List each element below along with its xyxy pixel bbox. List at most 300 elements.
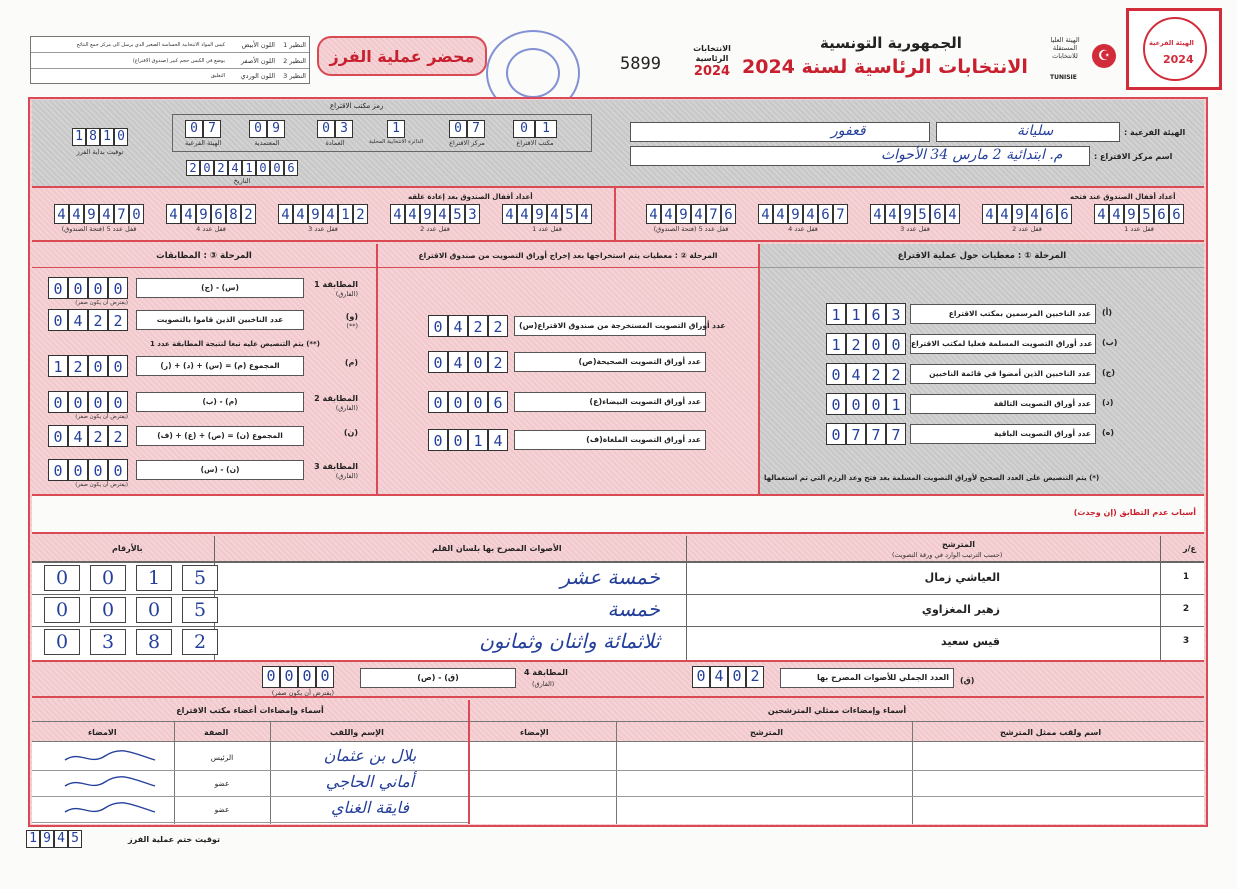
stage3-digits	[48, 459, 128, 488]
digit: 7	[706, 204, 721, 224]
digit: 4	[323, 204, 338, 224]
digit: 0	[846, 393, 866, 415]
date-label: التاريخ	[233, 177, 251, 185]
digit: 4	[982, 204, 997, 224]
digit-box	[278, 204, 368, 224]
digit: 6	[818, 204, 833, 224]
code-delegation: 0 9 المعتمدية	[249, 120, 285, 147]
stage2-label-box	[514, 352, 706, 372]
digit: 4	[181, 204, 196, 224]
stage3-sub: (**)	[346, 322, 358, 330]
result-digit: 8	[136, 629, 172, 655]
election-title: الانتخابات الرئاسية لسنة 2024	[742, 56, 1028, 78]
mismatch-label: أسباب عدم التطابق (إن وجدت)	[1073, 508, 1196, 517]
header	[0, 0, 1237, 96]
digit: 4	[803, 204, 818, 224]
stage3-formula: (ب) - (م)	[202, 397, 238, 406]
digit: 9	[1124, 204, 1139, 224]
stage3-code: المطابقة 3	[314, 462, 358, 471]
copy-legend-row: النظير 1 اللون الأبيض كيس المواد الانتخابية الحساسة الصغير الذي يرسل الى مركز جمع النتائج	[31, 37, 309, 53]
stage2-digits	[428, 315, 508, 337]
stage1-code: (أ)	[1102, 308, 1113, 317]
result-digit: 1	[136, 565, 172, 591]
match4-label: المطابقة 4	[524, 668, 568, 677]
stage2-title-bar: المرحلة ② : معطيات يتم استخراجها بعد إخراج أوراق التصويت من صندوق الاقتراع	[378, 244, 758, 268]
digit: 1	[338, 204, 353, 224]
digit: 0	[866, 333, 886, 355]
digit: 9	[676, 204, 691, 224]
stage3-sub: (الفارق)	[335, 404, 358, 412]
result-num: 3	[1182, 636, 1190, 646]
end-time-label: توقيت ختم عملية الفرز	[128, 834, 220, 844]
digit: 4	[390, 204, 405, 224]
digit: 0	[886, 333, 906, 355]
row-divider	[32, 562, 1204, 563]
digit: 0	[468, 391, 488, 413]
authority-short: TUNISIE	[1050, 74, 1077, 81]
digit: 2	[241, 204, 256, 224]
stage3-formula-box	[136, 460, 304, 480]
digit-box	[48, 425, 128, 447]
digit: 4	[405, 204, 420, 224]
match4-formula-box: (ص) - (ق)	[360, 668, 516, 688]
end-time-box	[26, 830, 220, 848]
form-title	[317, 36, 487, 76]
signature-scribble	[60, 800, 160, 818]
stamp-text: الهيئة الفرعية	[1149, 39, 1194, 47]
digit-box	[48, 391, 128, 413]
stage3-note: (يفترض أن يكون صفر)	[75, 414, 128, 420]
digit: 2	[488, 315, 508, 337]
digit: 1	[826, 303, 846, 325]
digit: 7	[833, 204, 848, 224]
digit: 5	[450, 204, 465, 224]
digit: 2	[846, 333, 866, 355]
digit: 0	[48, 391, 68, 413]
total-row	[32, 660, 1204, 698]
digit: 4	[517, 204, 532, 224]
digit: 4	[54, 204, 69, 224]
digit: 0	[48, 277, 68, 299]
stage1-label-box	[910, 334, 1096, 354]
stage1-label: عدد أوراق التصويت التالفة	[993, 399, 1091, 408]
digit: 9	[1012, 204, 1027, 224]
lock-label: قفل عدد 1	[532, 225, 562, 233]
digit: 4	[846, 363, 866, 385]
digit: 4	[773, 204, 788, 224]
digit: 0	[48, 309, 68, 331]
digit: 0	[826, 393, 846, 415]
col-candidate: المترشح	[942, 540, 975, 549]
lock-label: قفل عدد 4	[196, 225, 226, 233]
stage2-label: عدد أوراق التصويت الصحيحة	[596, 357, 701, 366]
stage3-formula: المجموع (ن) = (ص) + (ع) + (ف)	[157, 431, 283, 440]
stage2-digits	[428, 391, 508, 413]
signature-mark	[60, 800, 160, 818]
stage3-code: المطابقة 2	[314, 394, 358, 403]
code-office: 0 1 مكتب الاقتراع	[513, 120, 557, 147]
stage1-label-box	[910, 364, 1096, 384]
elections-logo-year: 2024	[693, 64, 731, 79]
stage3-digits	[48, 425, 128, 447]
form-title-text: محضر عملية الفرز	[329, 46, 475, 66]
digit: 9	[532, 204, 547, 224]
total-label-box: العدد الجملي للأصوات المصرح بها	[780, 668, 954, 688]
digit: 0	[48, 425, 68, 447]
stage3-formula-box	[136, 356, 304, 376]
result-num: 1	[1182, 572, 1190, 582]
digit: 1	[48, 355, 68, 377]
start-time-digits: 1 8 1 0	[72, 128, 128, 146]
stage3-digits	[48, 355, 128, 377]
stage1-label: عدد الناخبين المرسمين بمكتب الاقتراع	[948, 309, 1091, 318]
digit: 4	[99, 204, 114, 224]
stage1-code: (ج)	[1102, 368, 1116, 377]
stage3-sub: (الفارق)	[335, 472, 358, 480]
match4-digits: 0 0 0 0 (يفترض أن يكون صفر)	[262, 666, 334, 697]
stamp-year: 2024	[1163, 53, 1194, 66]
result-digit: 0	[136, 597, 172, 623]
lock-2	[982, 204, 1072, 233]
stage2-label-box	[514, 316, 726, 336]
digit: 0	[88, 391, 108, 413]
stage2-code: (ف)	[586, 435, 603, 444]
digit: 2	[88, 309, 108, 331]
digit: 0	[68, 391, 88, 413]
digit: 4	[502, 204, 517, 224]
digit: 6	[488, 391, 508, 413]
digit: 0	[108, 355, 128, 377]
digit-box	[428, 351, 508, 373]
digit-box	[48, 355, 128, 377]
result-digit: 2	[182, 629, 218, 655]
flag-icon: ☪	[1092, 44, 1116, 68]
stage3-formula: المجموع (م) = (س) + (د) + (ر)	[160, 361, 280, 370]
digit-box	[826, 333, 906, 355]
center-field: م. ابتدائية 2 مارس 34 الأحواث	[630, 146, 1090, 166]
stage3-title-bar: المرحلة ③ : المطابقات	[32, 244, 376, 268]
locks-opening-title: أعداد أقفال الصندوق عند فتحه	[1070, 193, 1176, 201]
digit-box	[826, 303, 906, 325]
code-imada: 0 3 العمادة	[317, 120, 353, 147]
reps-col-candidate: المترشح	[750, 728, 783, 737]
digit-box	[646, 204, 736, 224]
stage2-label-box	[514, 392, 706, 412]
stage3-code: (و)	[345, 312, 358, 321]
stage1-digits	[826, 303, 906, 325]
isie-logo	[1050, 30, 1120, 90]
lock-label: قفل عدد 3	[308, 225, 338, 233]
stage1-digits	[826, 423, 906, 445]
row-divider	[32, 626, 1204, 627]
digit: 2	[353, 204, 368, 224]
digit: 4	[435, 204, 450, 224]
digit: 3	[886, 303, 906, 325]
result-digit: 3	[90, 629, 126, 655]
digit: 5	[1139, 204, 1154, 224]
result-words: خمسة	[607, 597, 660, 621]
authority-name: الهيئة العليا المستقلة للانتخابات	[1050, 36, 1080, 60]
country-title: الجمهورية التونسية	[820, 34, 962, 52]
lock-label: قفل عدد 5 (فتحة الصندوق)	[653, 225, 729, 233]
stage2-code: (س)	[519, 321, 538, 330]
digit: 0	[826, 363, 846, 385]
lock-3	[278, 204, 368, 233]
digit-box	[48, 277, 128, 299]
digit: 7	[846, 423, 866, 445]
sub-authority-field: سليانة	[936, 122, 1120, 142]
start-time-box	[72, 128, 128, 156]
stage1-code: (د)	[1102, 398, 1114, 407]
digit: 4	[577, 204, 592, 224]
code-group	[172, 114, 592, 152]
digit: 0	[88, 459, 108, 481]
signature-mark	[60, 774, 160, 792]
stage3-code: (م)	[344, 358, 358, 367]
digit: 0	[448, 391, 468, 413]
digit: 4	[691, 204, 706, 224]
stage2-label: عدد أوراق التصويت المستخرجة من صندوق الاقتراع	[537, 321, 726, 330]
result-words: ثلاثمائة واثنان وثمانون	[479, 629, 660, 653]
digit: 6	[1154, 204, 1169, 224]
digit: 4	[166, 204, 181, 224]
digit: 1	[846, 303, 866, 325]
lock-label: قفل عدد 1	[1124, 225, 1154, 233]
lock-label: قفل عدد 3	[900, 225, 930, 233]
digit-box	[826, 423, 906, 445]
delegation-field: قعفور	[630, 122, 930, 142]
office-member-role: الرئيس	[210, 753, 234, 762]
stage1-label-box	[910, 304, 1096, 324]
stage1-code: (ه)	[1102, 428, 1115, 437]
center-label: اسم مركز الاقتراع :	[1094, 152, 1173, 161]
digit: 6	[721, 204, 736, 224]
digit: 7	[886, 423, 906, 445]
stage1-label: عدد الناخبين الذين أمضوا في قائمة الناخبين	[929, 369, 1091, 378]
result-digit: 0	[44, 597, 80, 623]
digit: 4	[293, 204, 308, 224]
result-digit: 0	[90, 597, 126, 623]
digit-box	[48, 309, 128, 331]
digit: 7	[866, 423, 886, 445]
copy-legend-row: النظير 3 اللون الوردي التعليق	[210, 72, 306, 80]
digit: 0	[866, 393, 886, 415]
stage1-digits	[826, 393, 906, 415]
digit: 4	[448, 351, 468, 373]
digit: 2	[68, 355, 88, 377]
lock-4	[758, 204, 848, 233]
digit: 9	[84, 204, 99, 224]
digit-box	[48, 459, 128, 481]
stage3-formula-box	[136, 426, 304, 446]
stage3-formula: (ج) - (س)	[201, 283, 239, 292]
result-candidate: العياشي زمال	[924, 571, 1000, 584]
col-num: ع/ر	[1183, 544, 1196, 553]
stage1-title-bar: المرحلة ① : معطيات حول عملية الاقتراع	[760, 244, 1204, 268]
digit-box	[390, 204, 480, 224]
digit: 1	[826, 333, 846, 355]
end-time-digits: 1 9 4 5	[26, 830, 82, 848]
stage1-note: (*) يتم التنصيص على العدد الصحيح لأوراق التصويت المسلمة بعد فتح وعد الرزم التي تم استعمالها	[764, 474, 1100, 482]
stage3-note2: (**) يتم التنصيص عليه تبعا لنتيجة المطابقة عدد 1	[150, 340, 320, 348]
code-district: 1 الدائرة الانتخابية المحلية	[369, 121, 424, 145]
digit: 4	[69, 204, 84, 224]
digit: 0	[88, 355, 108, 377]
row-divider	[32, 770, 468, 771]
digit: 4	[945, 204, 960, 224]
digit: 0	[68, 459, 88, 481]
result-num: 2	[1182, 604, 1190, 614]
lock-label: قفل عدد 2	[1012, 225, 1042, 233]
digit: 4	[646, 204, 661, 224]
stage2-code: (ع)	[589, 397, 603, 406]
stage2-label-box	[514, 430, 706, 450]
digit: 2	[88, 425, 108, 447]
row-divider	[32, 796, 468, 797]
office-member-name: بلال بن عثمان	[323, 746, 417, 765]
digit: 4	[997, 204, 1012, 224]
digit: 0	[468, 351, 488, 373]
stage2-digits	[428, 429, 508, 451]
stage2-label: عدد أوراق التصويت البيضاء	[602, 397, 701, 406]
lock-label: قفل عدد 4	[788, 225, 818, 233]
digit: 0	[428, 315, 448, 337]
stage3-formula-box	[136, 278, 304, 298]
stage3-sub: (الفارق)	[335, 290, 358, 298]
digit-box	[1094, 204, 1184, 224]
digit-box	[54, 204, 144, 224]
match4-sub: (الفارق)	[532, 680, 555, 688]
digit: 0	[129, 204, 144, 224]
digit: 0	[428, 351, 448, 373]
lock-5	[54, 204, 144, 233]
stage3-formula-box	[136, 392, 304, 412]
lock-4	[166, 204, 256, 233]
stage3-digits	[48, 391, 128, 420]
stage3-code: المطابقة 1	[314, 280, 358, 289]
office-col-name: الإسم واللقب	[330, 728, 384, 737]
digit: 4	[661, 204, 676, 224]
digit: 0	[108, 277, 128, 299]
lock-label: قفل عدد 5 (فتحة الصندوق)	[61, 225, 137, 233]
digit: 4	[448, 315, 468, 337]
sub-authority-label: الهيئة الفرعية :	[1124, 128, 1186, 137]
result-digit: 0	[90, 565, 126, 591]
digit: 8	[226, 204, 241, 224]
digit: 4	[1109, 204, 1124, 224]
stage1-label: عدد أوراق التصويت الباقية	[993, 429, 1091, 438]
stage1-label: عدد أوراق التصويت المسلمة فعليا لمكتب الاقتراع	[911, 339, 1093, 348]
office-title-bar: أسماء وإمضاءات أعضاء مكتب الاقتراع	[32, 700, 468, 722]
digit: 4	[885, 204, 900, 224]
elections-logo-text: الانتخابات الرئاسية	[693, 44, 731, 63]
office-col-signature: الامضاء	[88, 728, 117, 737]
digit: 4	[278, 204, 293, 224]
digit: 9	[196, 204, 211, 224]
elections-logo	[684, 30, 740, 86]
signature-scribble	[60, 748, 160, 766]
digit: 4	[870, 204, 885, 224]
stage3-note: (يفترض أن يكون صفر)	[75, 300, 128, 306]
digit: 6	[1042, 204, 1057, 224]
lock-3	[870, 204, 960, 233]
lock-label: قفل عدد 2	[420, 225, 450, 233]
locks-closing-title: أعداد أقفال الصندوق بعد إعادة غلقه	[408, 193, 533, 201]
digit-box	[982, 204, 1072, 224]
code-center: 0 7 مركز الاقتراع	[449, 121, 485, 147]
result-candidate: قيس سعيد	[941, 635, 1000, 648]
results-header	[32, 536, 1204, 562]
digit: 9	[788, 204, 803, 224]
serial-number: 5899	[620, 54, 661, 74]
result-digit: 0	[44, 565, 80, 591]
digit: 3	[465, 204, 480, 224]
digit: 5	[562, 204, 577, 224]
digit: 9	[900, 204, 915, 224]
reps-col-signature: الإمضاء	[520, 728, 549, 737]
stage3-note: (يفترض أن يكون صفر)	[75, 482, 128, 488]
date-box: 2 0 2 4 1 0 0 6 التاريخ	[186, 160, 298, 185]
stage1-code: (ب)	[1102, 338, 1118, 347]
code-title: رمز مكتب الاقتراع	[330, 102, 384, 110]
stage2-label: عدد أوراق التصويت الملغاة	[602, 435, 701, 444]
stage1-label-box	[910, 394, 1096, 414]
reps-title-bar: أسماء وإمضاءات ممثلي المترشحين	[470, 700, 1204, 722]
digit-box	[758, 204, 848, 224]
digit: 0	[68, 277, 88, 299]
digit: 0	[108, 391, 128, 413]
digit: 0	[428, 391, 448, 413]
digit-box	[826, 363, 906, 385]
digit: 4	[68, 309, 88, 331]
digit: 4	[1094, 204, 1109, 224]
locks-divider	[614, 188, 616, 242]
stage2-code: (ص)	[578, 357, 597, 366]
stage3-digits	[48, 277, 128, 306]
result-words: خمسة عشر	[560, 565, 660, 589]
col-candidate-sub: (حسب الترتيب الوارد في ورقة التصويت)	[892, 551, 1003, 559]
digit: 7	[114, 204, 129, 224]
digit: 6	[211, 204, 226, 224]
stages-divider-1	[376, 244, 378, 494]
row-divider	[32, 594, 1204, 595]
stage2-digits	[428, 351, 508, 373]
digit: 4	[1027, 204, 1042, 224]
office-member-name: أماني الحاجي	[325, 772, 415, 791]
result-candidate: زهير المغزاوي	[921, 603, 1000, 616]
digit: 0	[88, 277, 108, 299]
digit: 0	[108, 459, 128, 481]
code-sub-authority: 0 7 الهيئة الفرعية	[185, 121, 222, 147]
col-digits: بالأرقام	[112, 544, 143, 553]
digit: 6	[1169, 204, 1184, 224]
signature-mark	[60, 748, 160, 766]
stage1-label-box	[910, 424, 1096, 444]
result-digit: 0	[44, 629, 80, 655]
col-words: الأصوات المصرح بها بلسان القلم	[432, 544, 562, 553]
lock-1	[502, 204, 592, 233]
stage3-digits	[48, 309, 128, 331]
digit: 4	[547, 204, 562, 224]
total-code: (ق)	[960, 676, 975, 685]
stage1-digits	[826, 333, 906, 355]
lock-5	[646, 204, 736, 233]
digit: 6	[866, 303, 886, 325]
digit: 2	[488, 351, 508, 373]
result-digit: 5	[182, 565, 218, 591]
digit-box	[166, 204, 256, 224]
digit: 5	[915, 204, 930, 224]
